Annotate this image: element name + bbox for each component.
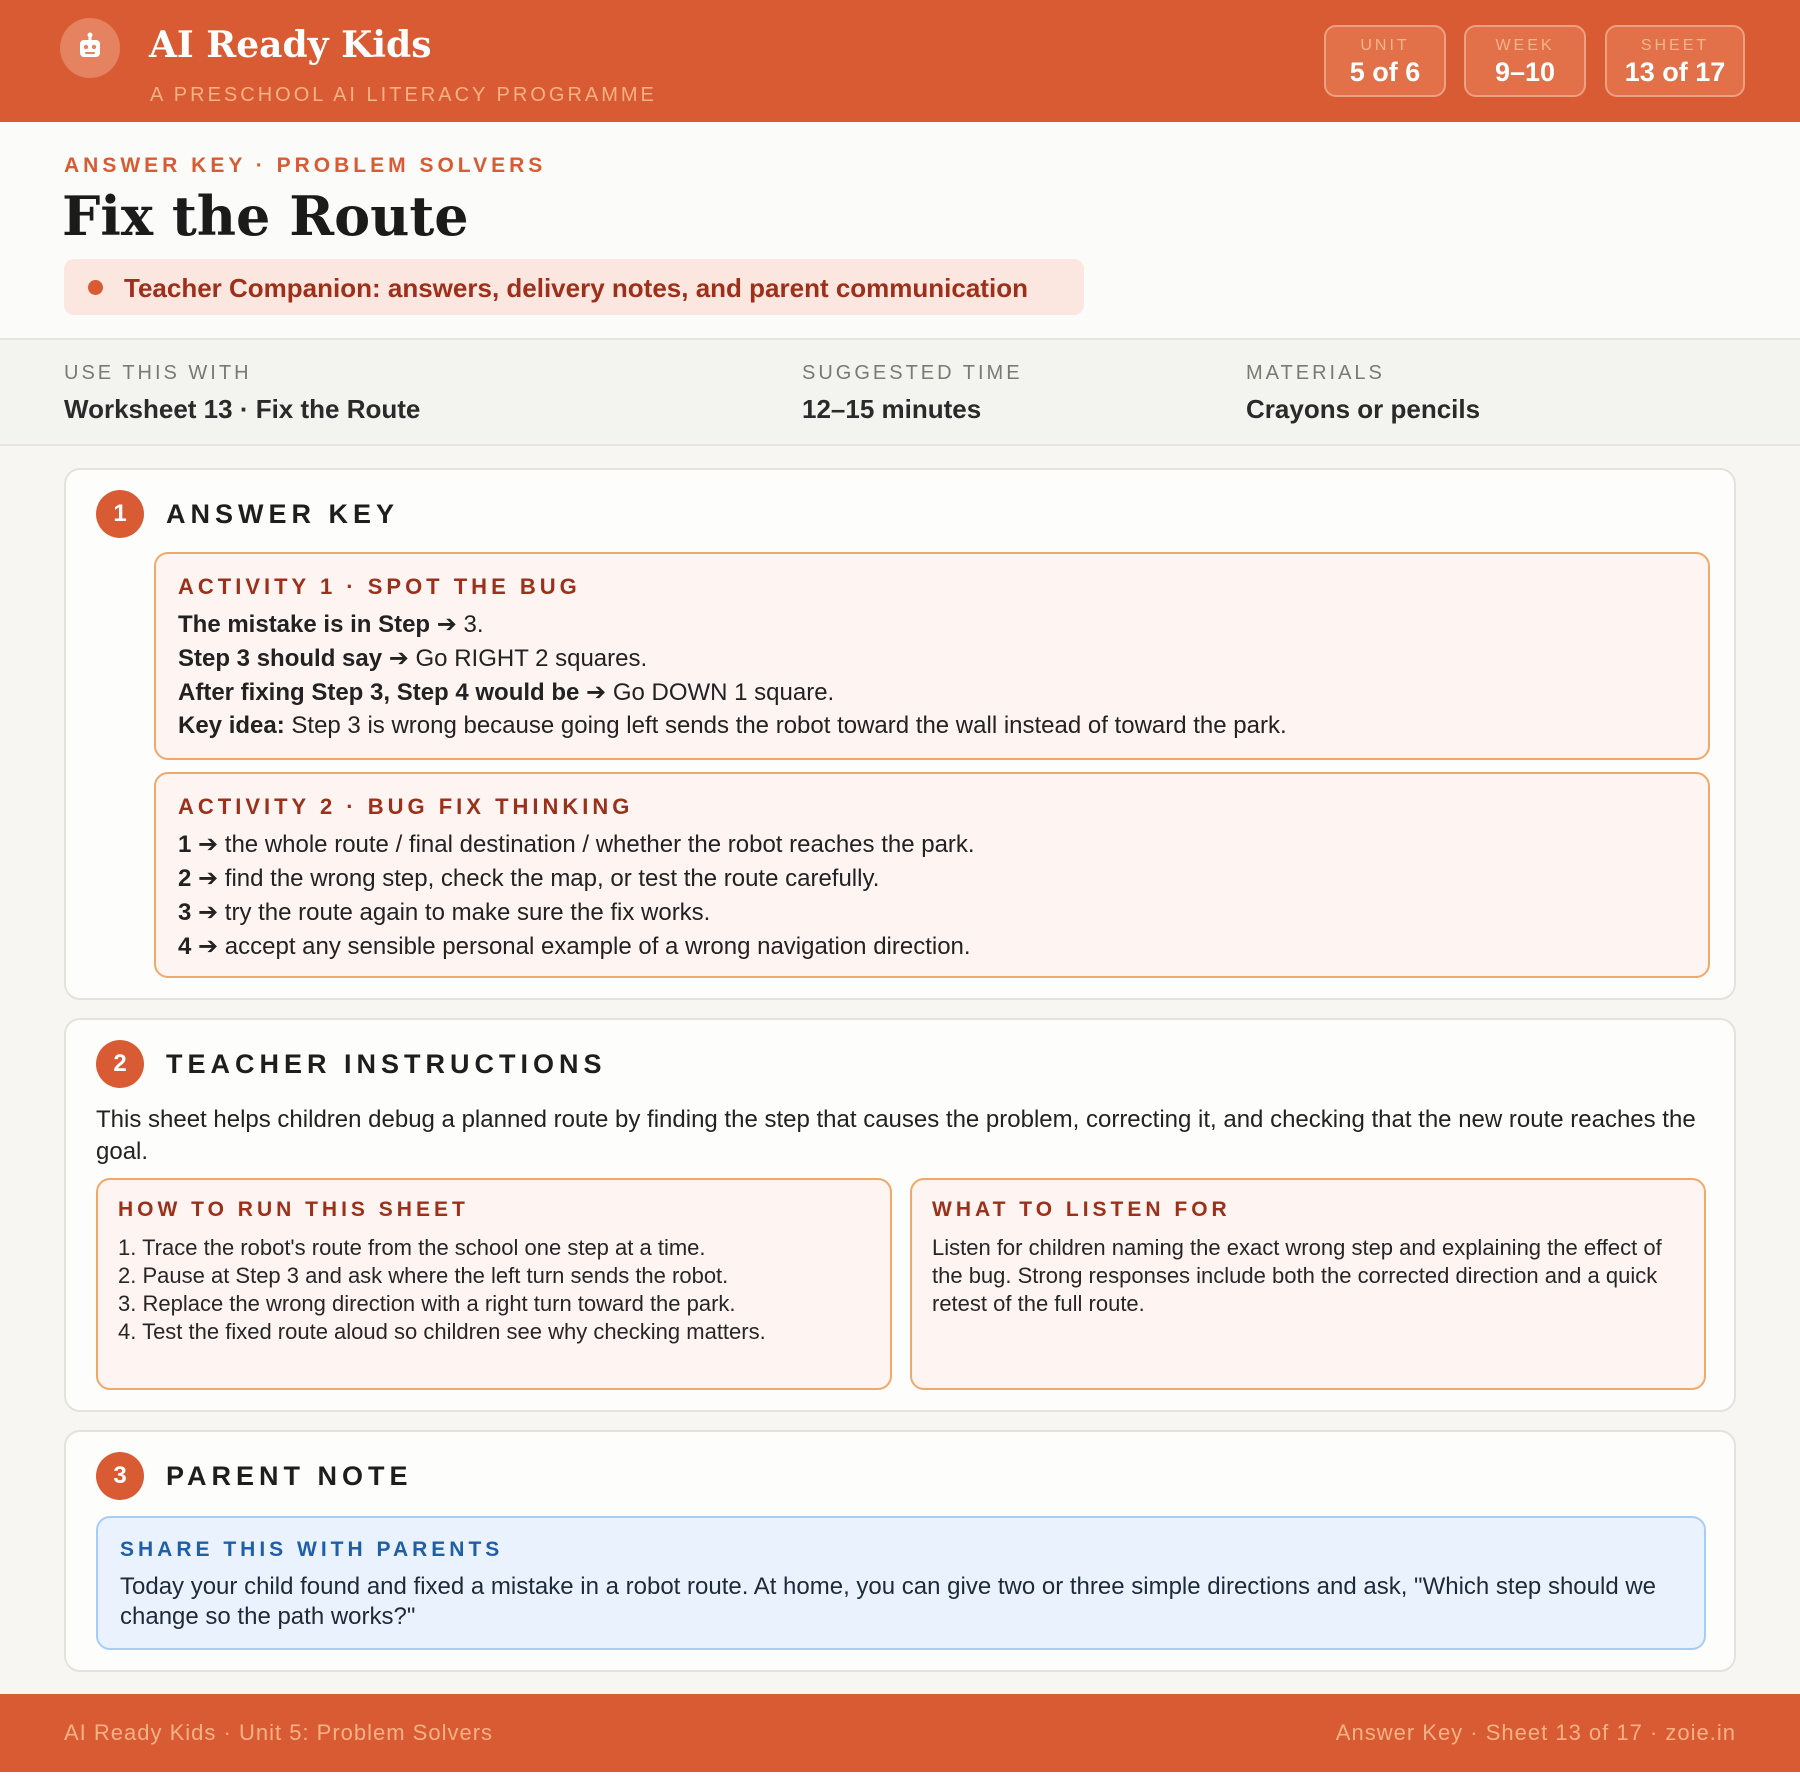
sheet-label: SHEET [1640,37,1710,54]
share-with-parents-heading: SHARE THIS WITH PARENTS [120,1538,504,1561]
activity2-line [178,864,879,893]
activity2-box [154,772,1710,978]
eyebrow: ANSWER KEY · PROBLEM SOLVERS [64,154,547,177]
parent-note-card [64,1430,1736,1672]
answer-text: Go RIGHT 2 squares. [408,645,648,672]
companion-text: Teacher Companion: answers, delivery notes, and parent communication [124,273,1028,303]
week-pill [1464,25,1586,97]
how-to-run-box [96,1178,892,1390]
parent-message: Today your child found and fixed a mistake in a robot route. At home, you can give two or three simple directions and ask, "Which step should we change so the path works?" [120,1573,1657,1630]
sheet-pill [1605,25,1745,97]
activity1-line [178,678,834,707]
brand-subtitle: A PRESCHOOL AI LITERACY PROGRAMME [150,84,657,106]
activity1-box [154,552,1710,760]
unit-value: 5 of 6 [1349,57,1421,87]
week-label: WEEK [1495,37,1555,54]
unit-label: UNIT [1360,37,1410,54]
step-item: 2. Pause at Step 3 and ask where the left turn sends the robot. [118,1263,729,1288]
title-area [0,122,1800,338]
use-with-value: Worksheet 13 · Fix the Route [64,394,421,424]
how-to-run-heading: HOW TO RUN THIS SHEET [118,1198,469,1221]
step-item: 4. Test the fixed route aloud so children see why checking matters. [118,1319,766,1344]
week-value: 9–10 [1494,57,1556,87]
page-title: Fix the Route [62,184,469,248]
section-heading: PARENT NOTE [166,1461,413,1491]
time-label: SUGGESTED TIME [802,362,1023,384]
answer-key-card [64,468,1736,1000]
sheet-value: 13 of 17 [1624,57,1726,87]
listen-for-heading: WHAT TO LISTEN FOR [932,1198,1231,1221]
activity2-line [178,898,710,927]
activity1-line [178,644,647,673]
answer-lead: 4 ➔ [178,933,219,960]
answer-lead: 2 ➔ [178,865,219,892]
activity1-heading: ACTIVITY 1 · SPOT THE BUG [178,574,581,599]
page-bottom-edge [0,1772,1800,1786]
logo-badge [60,18,120,78]
answer-lead: Key idea: [178,712,285,739]
answer-lead: The mistake is in Step ➔ [178,611,457,638]
section-number-badge: 3 [96,1452,144,1500]
footer-bar [0,1694,1800,1772]
answer-text: Go DOWN 1 square. [606,679,835,706]
listen-for-box [910,1178,1706,1390]
section-heading: ANSWER KEY [166,499,400,529]
companion-tag [64,259,1084,315]
answer-lead: Step 3 should say ➔ [178,645,409,672]
materials-label: MATERIALS [1246,362,1385,384]
materials-value: Crayons or pencils [1246,394,1481,424]
activity2-line [178,932,971,961]
section-number-badge: 2 [96,1040,144,1088]
use-with-label: USE THIS WITH [64,362,252,384]
teacher-instructions-card [64,1018,1736,1412]
section-heading: TEACHER INSTRUCTIONS [166,1049,607,1079]
activity1-line [178,610,484,639]
listen-for-text: Listen for children naming the exact wrong step and explaining the effect of the bug. Strong responses include both the corrected direction and a quick retest of the full route. [932,1235,1662,1316]
step-item: 1. Trace the robot's route from the school one step at a time. [118,1235,706,1260]
how-to-run-steps [118,1234,874,1346]
answer-text: 3. [456,611,484,638]
answer-text: try the route again to make sure the fix works. [218,899,711,926]
answer-lead: After fixing Step 3, Step 4 would be ➔ [178,679,607,706]
answer-text: accept any sensible personal example of a wrong navigation direction. [218,933,971,960]
share-with-parents-box [96,1516,1706,1650]
header-bar [0,0,1800,122]
activity2-line [178,830,975,859]
time-value: 12–15 minutes [802,394,982,424]
step-item: 3. Replace the wrong direction with a right turn toward the park. [118,1291,736,1316]
footer-left-text: AI Ready Kids · Unit 5: Problem Solvers [64,1720,494,1745]
answer-lead: 1 ➔ [178,831,219,858]
unit-pill [1324,25,1446,97]
brand-title: AI Ready Kids [149,24,432,66]
footer-right-text: Answer Key · Sheet 13 of 17 · zoie.in [1335,1720,1736,1745]
section-number-badge: 1 [96,490,144,538]
robot-icon [75,32,105,62]
teacher-intro: This sheet helps children debug a planned route by finding the step that causes the problem, correcting it, and checking that the new route reaches the goal. [96,1106,1696,1165]
answer-text: the whole route / final destination / whether the robot reaches the park. [218,831,975,858]
meta-strip [0,338,1800,446]
activity1-line [178,712,1287,740]
answer-text: find the wrong step, check the map, or test the route carefully. [218,865,880,892]
bullet-dot-icon [88,280,103,295]
answer-text: Step 3 is wrong because going left sends the robot toward the wall instead of toward the park. [284,712,1287,739]
answer-lead: 3 ➔ [178,899,219,926]
activity2-heading: ACTIVITY 2 · BUG FIX THINKING [178,794,634,819]
